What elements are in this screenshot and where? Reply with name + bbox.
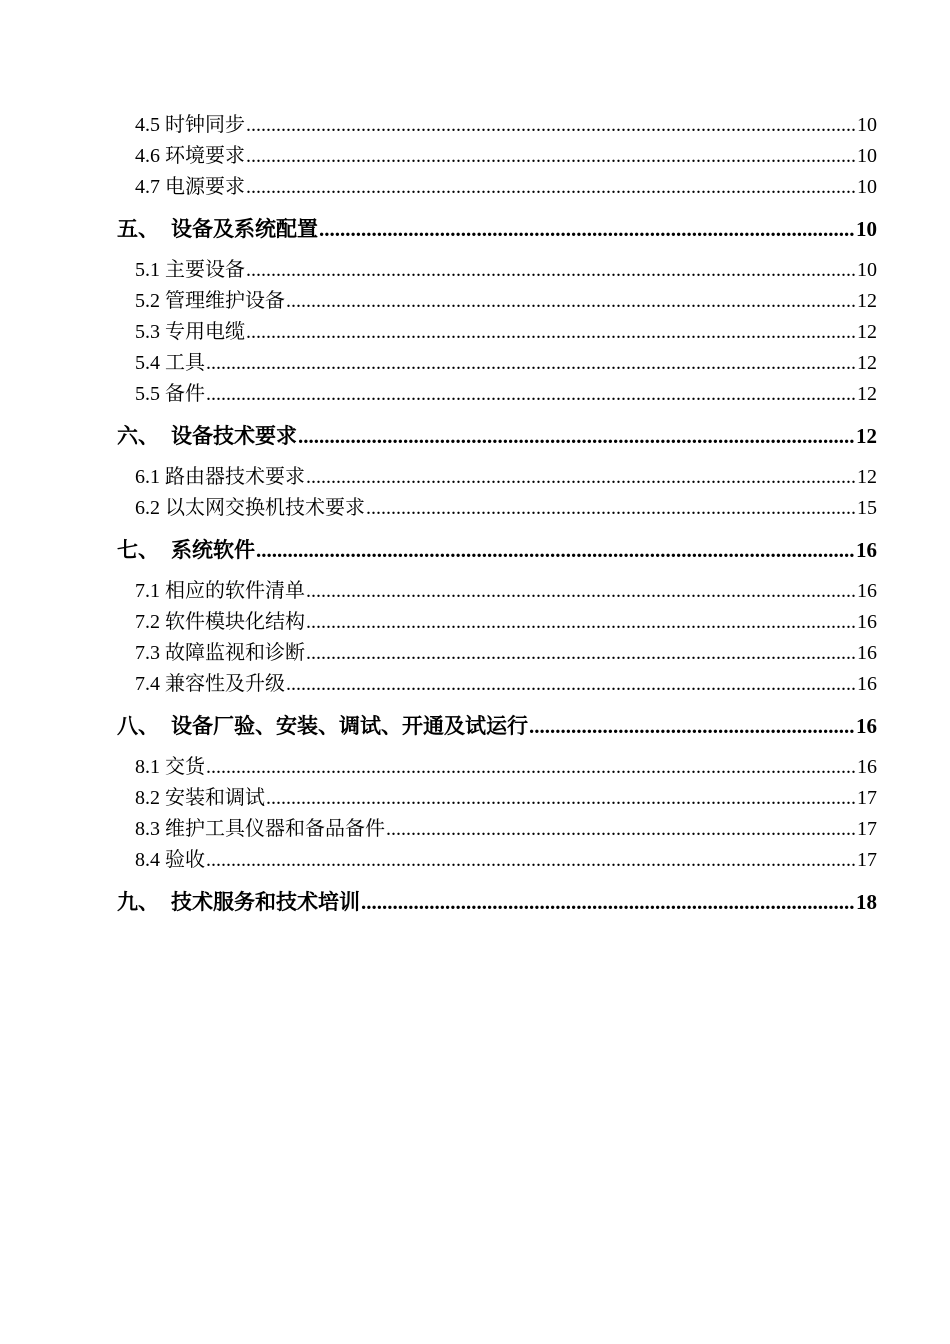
toc-entry-title: 6.2 以太网交换机技术要求	[135, 497, 365, 519]
toc-chapter-8[interactable]	[0, 705, 877, 747]
toc-dot-leader	[246, 255, 856, 286]
toc-chapter-number: 九、	[117, 890, 159, 914]
toc-dot-leader	[206, 379, 856, 410]
toc-entry-5-4[interactable]	[0, 348, 877, 379]
toc-entry-title: 7.4 兼容性及升级	[135, 673, 285, 695]
toc-chapter-heading	[117, 208, 318, 250]
toc-chapter-9[interactable]	[0, 881, 877, 923]
toc-dot-leader	[386, 814, 856, 845]
toc-page-number: 16	[857, 673, 877, 695]
toc-chapter-number: 八、	[117, 714, 159, 738]
toc-entry-title: 7.1 相应的软件清单	[135, 580, 305, 602]
toc-page-number: 16	[857, 642, 877, 664]
toc-entry-7-2[interactable]	[0, 607, 877, 638]
toc-dot-leader	[306, 462, 856, 493]
toc-entry-7-4[interactable]	[0, 669, 877, 700]
toc-chapter-title: 设备技术要求	[171, 424, 297, 448]
toc-page-number: 18	[856, 890, 877, 914]
toc-dot-leader	[286, 669, 856, 700]
toc-dot-leader	[206, 348, 856, 379]
toc-dot-leader	[298, 415, 855, 457]
toc-dot-leader	[319, 208, 855, 250]
toc-page-number: 12	[857, 321, 877, 343]
toc-entry-8-3[interactable]	[0, 814, 877, 845]
toc-entry-title: 8.4 验收	[135, 849, 205, 871]
toc-chapter-title: 设备及系统配置	[171, 217, 318, 241]
toc-page-number: 12	[857, 290, 877, 312]
toc-entry-4-7[interactable]	[0, 172, 877, 203]
toc-chapter-heading	[117, 881, 360, 923]
toc-entry-title: 8.3 维护工具仪器和备品备件	[135, 818, 385, 840]
toc-entry-title: 4.7 电源要求	[135, 176, 245, 198]
toc-entry-8-1[interactable]	[0, 752, 877, 783]
toc-page-number: 10	[857, 114, 877, 136]
toc-entry-8-4[interactable]	[0, 845, 877, 876]
toc-entry-7-3[interactable]	[0, 638, 877, 669]
toc-page-number: 16	[857, 611, 877, 633]
table-of-contents	[0, 110, 950, 928]
toc-entry-7-1[interactable]	[0, 576, 877, 607]
toc-page-number: 16	[857, 756, 877, 778]
toc-entry-5-5[interactable]	[0, 379, 877, 410]
toc-entry-5-2[interactable]	[0, 286, 877, 317]
toc-entry-4-5[interactable]	[0, 110, 877, 141]
toc-dot-leader	[266, 783, 856, 814]
toc-chapter-heading	[117, 529, 255, 571]
toc-page-number: 16	[856, 538, 877, 562]
toc-dot-leader	[246, 110, 856, 141]
toc-chapter-number: 五、	[117, 217, 159, 241]
toc-dot-leader	[286, 286, 856, 317]
toc-entry-title: 5.3 专用电缆	[135, 321, 245, 343]
toc-entry-title: 8.2 安装和调试	[135, 787, 265, 809]
toc-chapter-5[interactable]	[0, 208, 877, 250]
toc-entry-6-1[interactable]	[0, 462, 877, 493]
toc-page-number: 10	[857, 259, 877, 281]
toc-chapter-number: 六、	[117, 424, 159, 448]
toc-page-number: 10	[857, 176, 877, 198]
toc-chapter-title: 技术服务和技术培训	[171, 890, 360, 914]
toc-dot-leader	[306, 607, 856, 638]
toc-dot-leader	[246, 172, 856, 203]
toc-chapter-title: 系统软件	[171, 538, 255, 562]
toc-entry-title: 4.6 环境要求	[135, 145, 245, 167]
toc-dot-leader	[246, 317, 856, 348]
toc-entry-title: 5.2 管理维护设备	[135, 290, 285, 312]
toc-dot-leader	[246, 141, 856, 172]
toc-entry-5-3[interactable]	[0, 317, 877, 348]
toc-page-number: 12	[857, 352, 877, 374]
toc-chapter-6[interactable]	[0, 415, 877, 457]
toc-dot-leader	[361, 881, 855, 923]
toc-page-number: 12	[857, 383, 877, 405]
toc-dot-leader	[306, 638, 856, 669]
toc-dot-leader	[366, 493, 856, 524]
toc-chapter-7[interactable]	[0, 529, 877, 571]
toc-chapter-heading	[117, 415, 297, 457]
toc-entry-6-2[interactable]	[0, 493, 877, 524]
toc-chapter-heading	[117, 705, 528, 747]
toc-page-number: 16	[856, 714, 877, 738]
toc-entry-5-1[interactable]	[0, 255, 877, 286]
toc-page-number: 16	[857, 580, 877, 602]
toc-chapter-title: 设备厂验、安装、调试、开通及试运行	[171, 714, 528, 738]
toc-page-number: 10	[857, 145, 877, 167]
toc-entry-title: 5.1 主要设备	[135, 259, 245, 281]
toc-page-number: 17	[857, 849, 877, 871]
toc-entry-title: 7.2 软件模块化结构	[135, 611, 305, 633]
toc-dot-leader	[256, 529, 855, 571]
toc-page-number: 10	[856, 217, 877, 241]
toc-page-number: 17	[857, 787, 877, 809]
toc-entry-title: 5.4 工具	[135, 352, 205, 374]
toc-page-number: 12	[856, 424, 877, 448]
toc-entry-4-6[interactable]	[0, 141, 877, 172]
toc-entry-title: 8.1 交货	[135, 756, 205, 778]
toc-page-number: 12	[857, 466, 877, 488]
toc-entry-title: 6.1 路由器技术要求	[135, 466, 305, 488]
toc-dot-leader	[206, 845, 856, 876]
toc-page-number: 17	[857, 818, 877, 840]
toc-page-number: 15	[857, 497, 877, 519]
toc-dot-leader	[306, 576, 856, 607]
toc-chapter-number: 七、	[117, 538, 159, 562]
toc-dot-leader	[529, 705, 855, 747]
toc-entry-8-2[interactable]	[0, 783, 877, 814]
toc-entry-title: 4.5 时钟同步	[135, 114, 245, 136]
toc-entry-title: 5.5 备件	[135, 383, 205, 405]
toc-entry-title: 7.3 故障监视和诊断	[135, 642, 305, 664]
toc-dot-leader	[206, 752, 856, 783]
